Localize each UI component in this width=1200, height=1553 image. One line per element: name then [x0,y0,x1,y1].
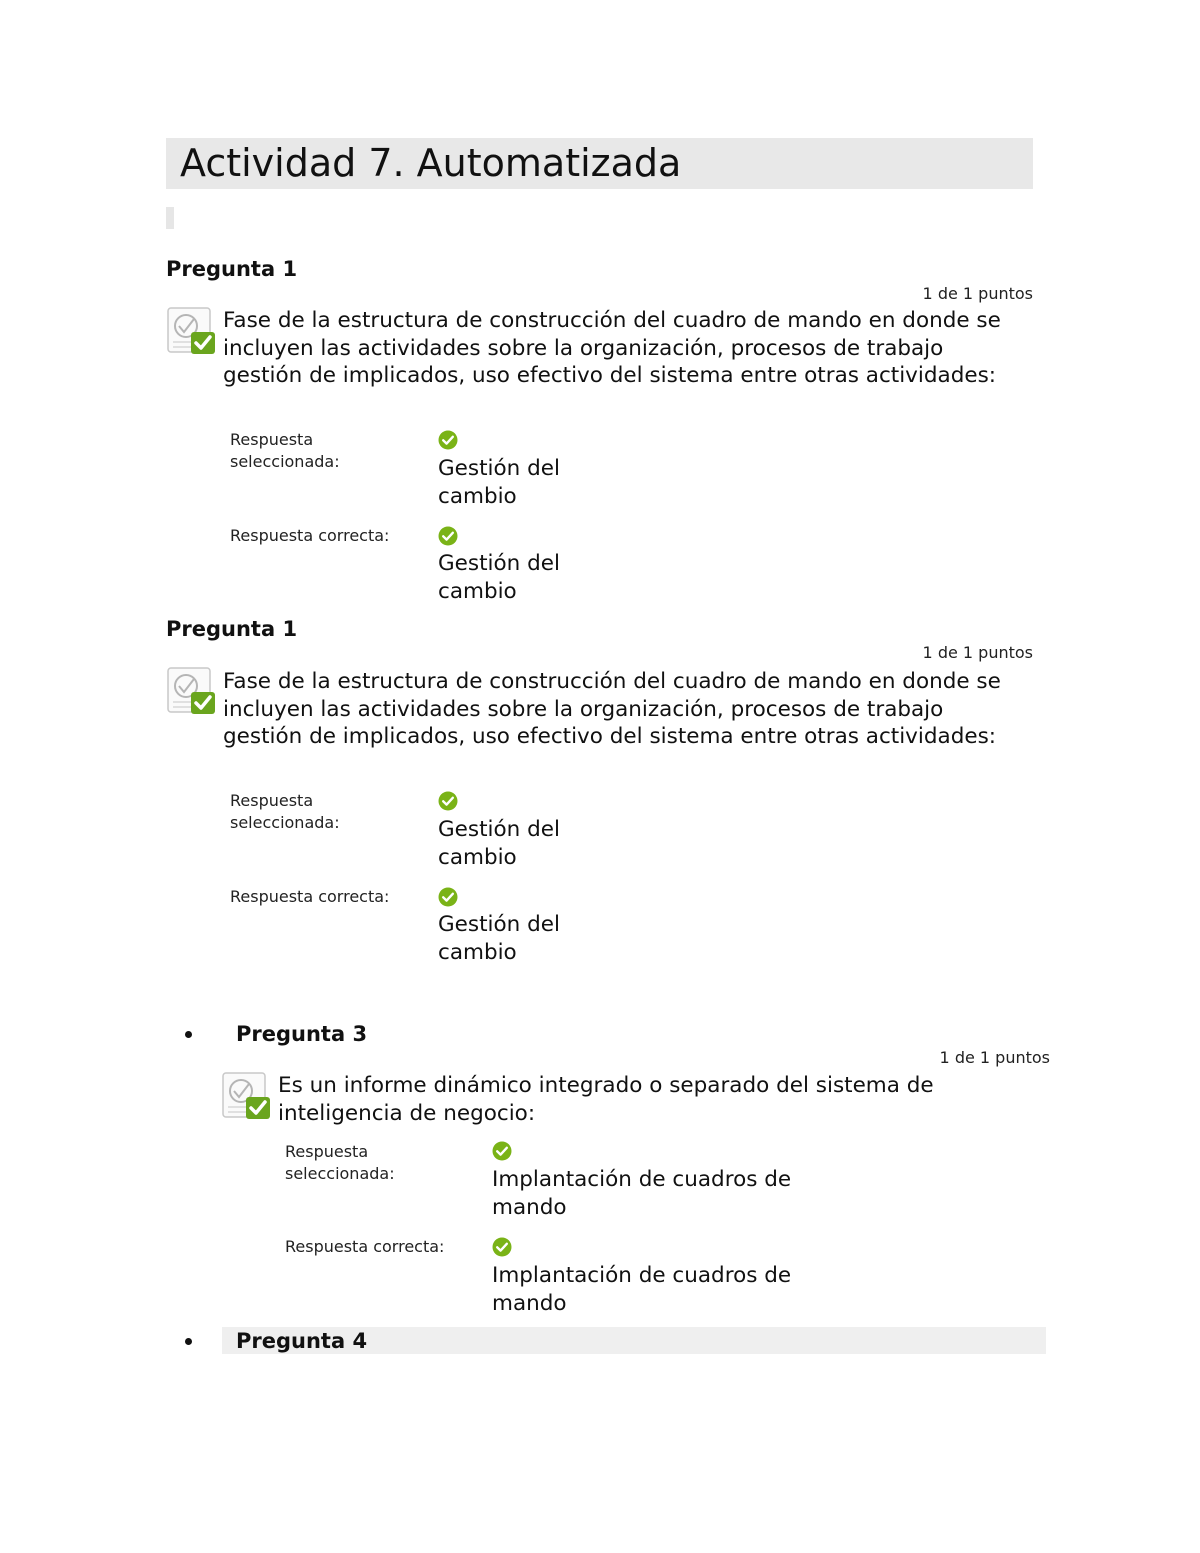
question-text: Fase de la estructura de construcción del cuadro de mando en donde se incluyen las actividades sobre la organización, procesos de trabajo gestión de implicados, uso efectivo del sistema entre otras actividades: [223,669,1001,749]
question-points: 1 de 1 puntos [939,1048,1050,1067]
check-circle-icon [438,526,458,546]
correct-answer-value: Gestión del cambio [438,912,560,965]
page-title-bar [166,138,1033,189]
selected-answer-label: Respuesta seleccionada: [285,1142,395,1183]
selected-answer-value: Gestión del cambio [438,456,560,509]
graded-correct-icon [166,666,218,716]
check-circle-icon [492,1237,512,1257]
question-text: Fase de la estructura de construcción del cuadro de mando en donde se incluyen las actividades sobre la organización, procesos de trabajo gestión de implicados, uso efectivo del sistema entre otras actividades: [223,308,1001,388]
question-points: 1 de 1 puntos [922,284,1033,303]
correct-answer-value: Gestión del cambio [438,551,560,604]
selected-answer-label: Respuesta seleccionada: [230,430,340,471]
check-circle-icon [438,430,458,450]
check-circle-icon [492,1141,512,1161]
correct-answer-value: Implantación de cuadros de mando [492,1263,792,1316]
selected-answer-value: Implantación de cuadros de mando [492,1167,792,1220]
question-points: 1 de 1 puntos [922,643,1033,662]
check-circle-icon [438,791,458,811]
question-heading: Pregunta 1 [166,257,298,281]
question-heading: Pregunta 4 [236,1329,368,1353]
question-heading: Pregunta 3 [236,1022,368,1046]
question-text: Es un informe dinámico integrado o separado del sistema de inteligencia de negocio: [278,1073,934,1126]
page-title: Actividad 7. Automatizada [180,141,682,185]
list-bullet [185,1338,192,1345]
correct-answer-label: Respuesta correcta: [230,526,390,545]
correct-answer-label: Respuesta correcta: [230,887,390,906]
correct-answer-label: Respuesta correcta: [285,1237,445,1256]
selected-answer-label: Respuesta seleccionada: [230,791,340,832]
list-bullet [185,1031,192,1038]
check-circle-icon [438,887,458,907]
question-heading: Pregunta 1 [166,617,298,641]
section-marker [166,207,174,229]
graded-correct-icon [221,1071,273,1121]
graded-correct-icon [166,306,218,356]
selected-answer-value: Gestión del cambio [438,817,560,870]
